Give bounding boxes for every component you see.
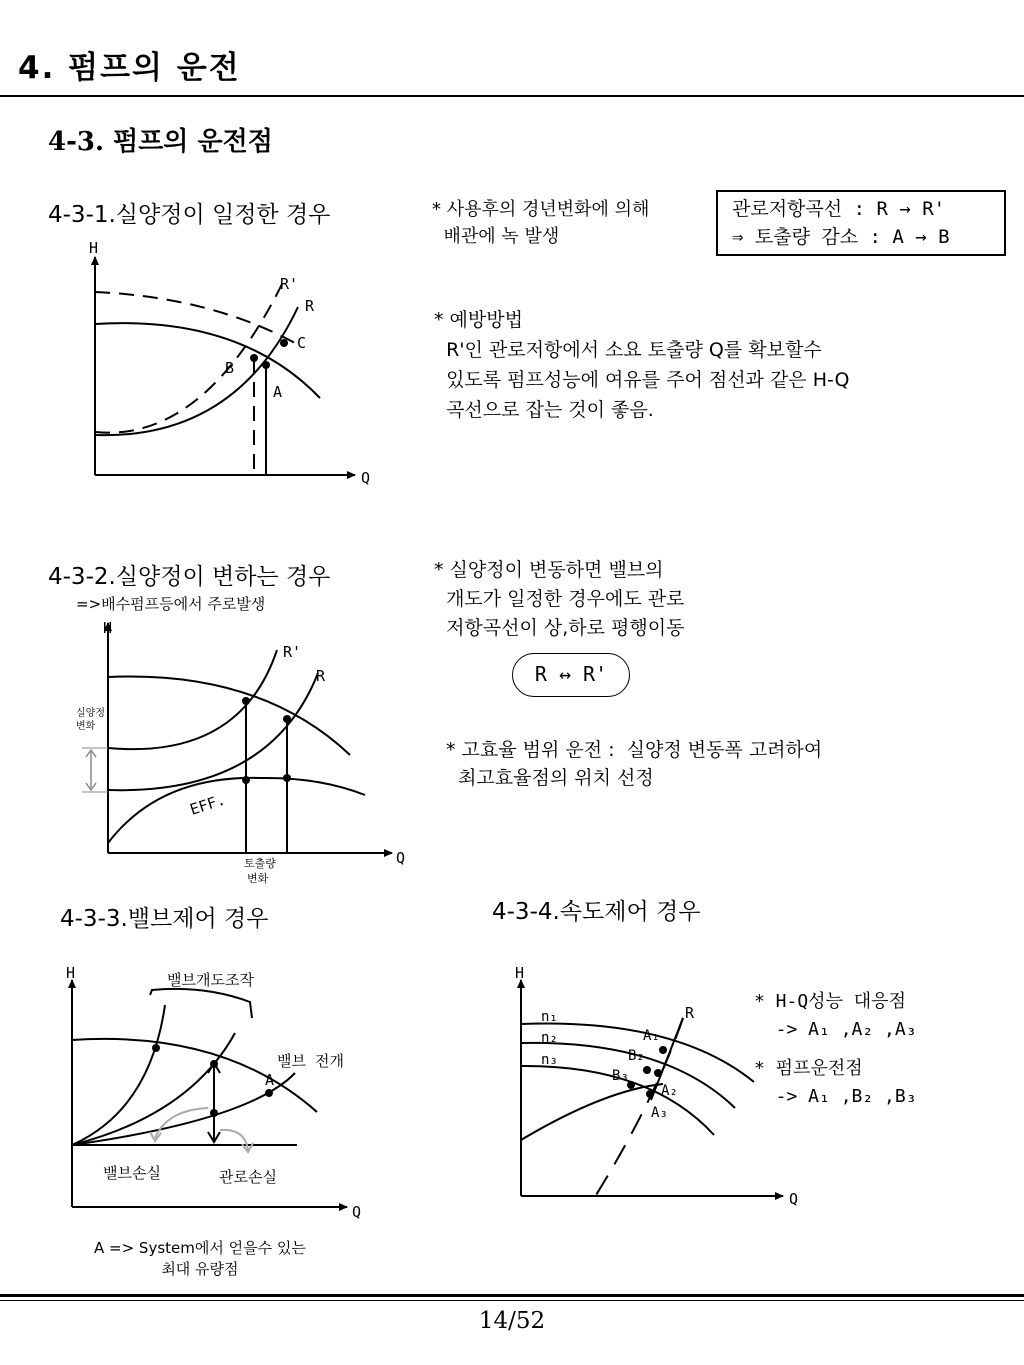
s3-point-3: [210, 1109, 218, 1117]
s3-point-1: [152, 1044, 160, 1052]
s1-label-c: C: [297, 334, 307, 352]
s4-title: 4-3-4.속도제어 경우: [492, 899, 701, 925]
s2-label-h: H: [103, 619, 113, 637]
s2-shift-pill: R ↔ R': [512, 653, 630, 697]
s3-hq-curve: [72, 1039, 317, 1112]
s2-note-efficiency: * 고효율 범위 운전 : 실양정 변동폭 고려하여 최고효율점의 위치 선정: [446, 739, 823, 789]
s2-label-r: R: [316, 667, 326, 685]
s4-label-q: Q: [789, 1190, 799, 1208]
s2-point-2: [283, 715, 291, 723]
s1-note-prevention: * 예방방법 R'인 관로저항에서 소요 토출량 Q를 확보할수 있도록 펌프성능에 여유를 주어 점선과 같은 H-Q 곡선으로 잡는 것이 좋음.: [434, 309, 850, 421]
footer-divider-thin: [0, 1300, 1024, 1301]
s2-label-q: Q: [396, 849, 406, 867]
s4-label-n3: n₃: [541, 1052, 558, 1068]
s3-label-pipe-loss: 관로손실: [219, 1168, 277, 1186]
s4-label-n2: n₂: [541, 1030, 558, 1046]
s3-valve-op-bracket: [150, 989, 252, 1018]
s3-label-a: A: [265, 1071, 275, 1089]
s3-valve-curve-1: [72, 1005, 165, 1145]
s3-label-h: H: [66, 964, 76, 982]
s4-label-r: R: [685, 1004, 695, 1022]
s1-hq-chart: [80, 235, 380, 495]
s4-label-h: H: [515, 964, 525, 982]
s2-eff-curve: [108, 778, 365, 843]
s2-label-head-change-1: 실양정: [76, 708, 105, 719]
s1-note-aging: * 사용후의 경년변화에 의해 배관에 녹 발생: [432, 199, 650, 247]
s2-title: 4-3-2.실양정이 변하는 경우: [48, 564, 331, 590]
s1-hq-curve: [95, 323, 320, 398]
page-title: 4. 펌프의 운전: [18, 50, 241, 86]
s2-hq-curve: [108, 676, 350, 755]
s4-label-n1: n₁: [541, 1009, 558, 1025]
s3-point-2: [210, 1060, 218, 1068]
s4-point-a3: [646, 1090, 654, 1098]
s4-label-b2: B₂: [628, 1048, 645, 1064]
section-title: 4-3. 펌프의 운전점: [48, 127, 273, 157]
s3-label-valve-full: 밸브 전개: [277, 1052, 344, 1070]
s2-point-4: [283, 774, 291, 782]
s2-hq-chart: [60, 615, 420, 895]
s2-label-head-change-2: 변화: [76, 721, 96, 732]
s3-title: 4-3-3.밸브제어 경우: [60, 906, 269, 932]
s1-label-r: R: [305, 297, 315, 315]
footer-divider-thick: [0, 1294, 1024, 1297]
s3-point-a: [265, 1089, 273, 1097]
s1-label-a: A: [273, 383, 283, 401]
s4-note-correspondence: * H-Q성능 대응점 -> A₁ ,A₂ ,A₃: [754, 991, 917, 1040]
s4-point-b2: [643, 1066, 651, 1074]
s3-valve-chart: [55, 960, 375, 1225]
title-divider: [0, 95, 1024, 97]
s2-resistance-r-prime: [108, 650, 277, 749]
page-number: 14/52: [478, 1308, 546, 1334]
s1-label-q: Q: [361, 469, 371, 487]
s3-label-q: Q: [352, 1203, 362, 1221]
s2-label-flow-change-1: 토출량: [244, 857, 276, 870]
s4-label-a1: A₁: [643, 1028, 660, 1044]
s1-title: 4-3-1.실양정이 일정한 경우: [48, 202, 331, 228]
s1-point-b: [250, 354, 258, 362]
s1-point-a: [262, 361, 270, 369]
s3-valve-loss-arrow: [155, 1108, 208, 1138]
s4-label-a3: A₃: [651, 1105, 668, 1121]
s3-caption: A => System에서 얻을수 있는 최대 유량점: [94, 1239, 306, 1278]
s1-label-r-prime: R': [280, 275, 299, 293]
s2-point-3: [242, 776, 250, 784]
s2-label-flow-change-2: 변화: [247, 872, 269, 885]
s4-label-a2: A₂: [661, 1083, 678, 1099]
s1-label-b: B: [225, 359, 235, 377]
s1-resistance-r: [95, 307, 298, 435]
s2-note-shift: * 실양정이 변동하면 밸브의 개도가 일정한 경우에도 관로 저항곡선이 상,하로 평행이동: [434, 559, 685, 639]
s3-label-valve-loss: 밸브손실: [103, 1164, 161, 1182]
s1-point-c: [280, 339, 288, 347]
s2-label-r-prime: R': [283, 643, 302, 661]
s4-point-a2: [654, 1069, 662, 1077]
s4-point-a1: [659, 1046, 667, 1054]
s2-subtitle: =>배수펌프등에서 주로발생: [76, 595, 266, 613]
s4-label-b3: B₃: [612, 1068, 629, 1084]
s2-point-1: [242, 697, 250, 705]
s1-resistance-box: 관로저항곡선 : R → R' ⇒ 토출량 감소 : A → B: [716, 190, 1006, 256]
s4-note-operating: * 펌프운전점 -> A₁ ,B₂ ,B₃: [754, 1058, 917, 1107]
s1-label-h: H: [89, 239, 99, 257]
s2-label-eff: EFF.: [187, 790, 228, 819]
s4-hq-curve-inner: [521, 1084, 663, 1140]
s4-resistance-r: [593, 1018, 683, 1200]
s3-label-valve-op: 밸브개도조작: [167, 971, 254, 989]
